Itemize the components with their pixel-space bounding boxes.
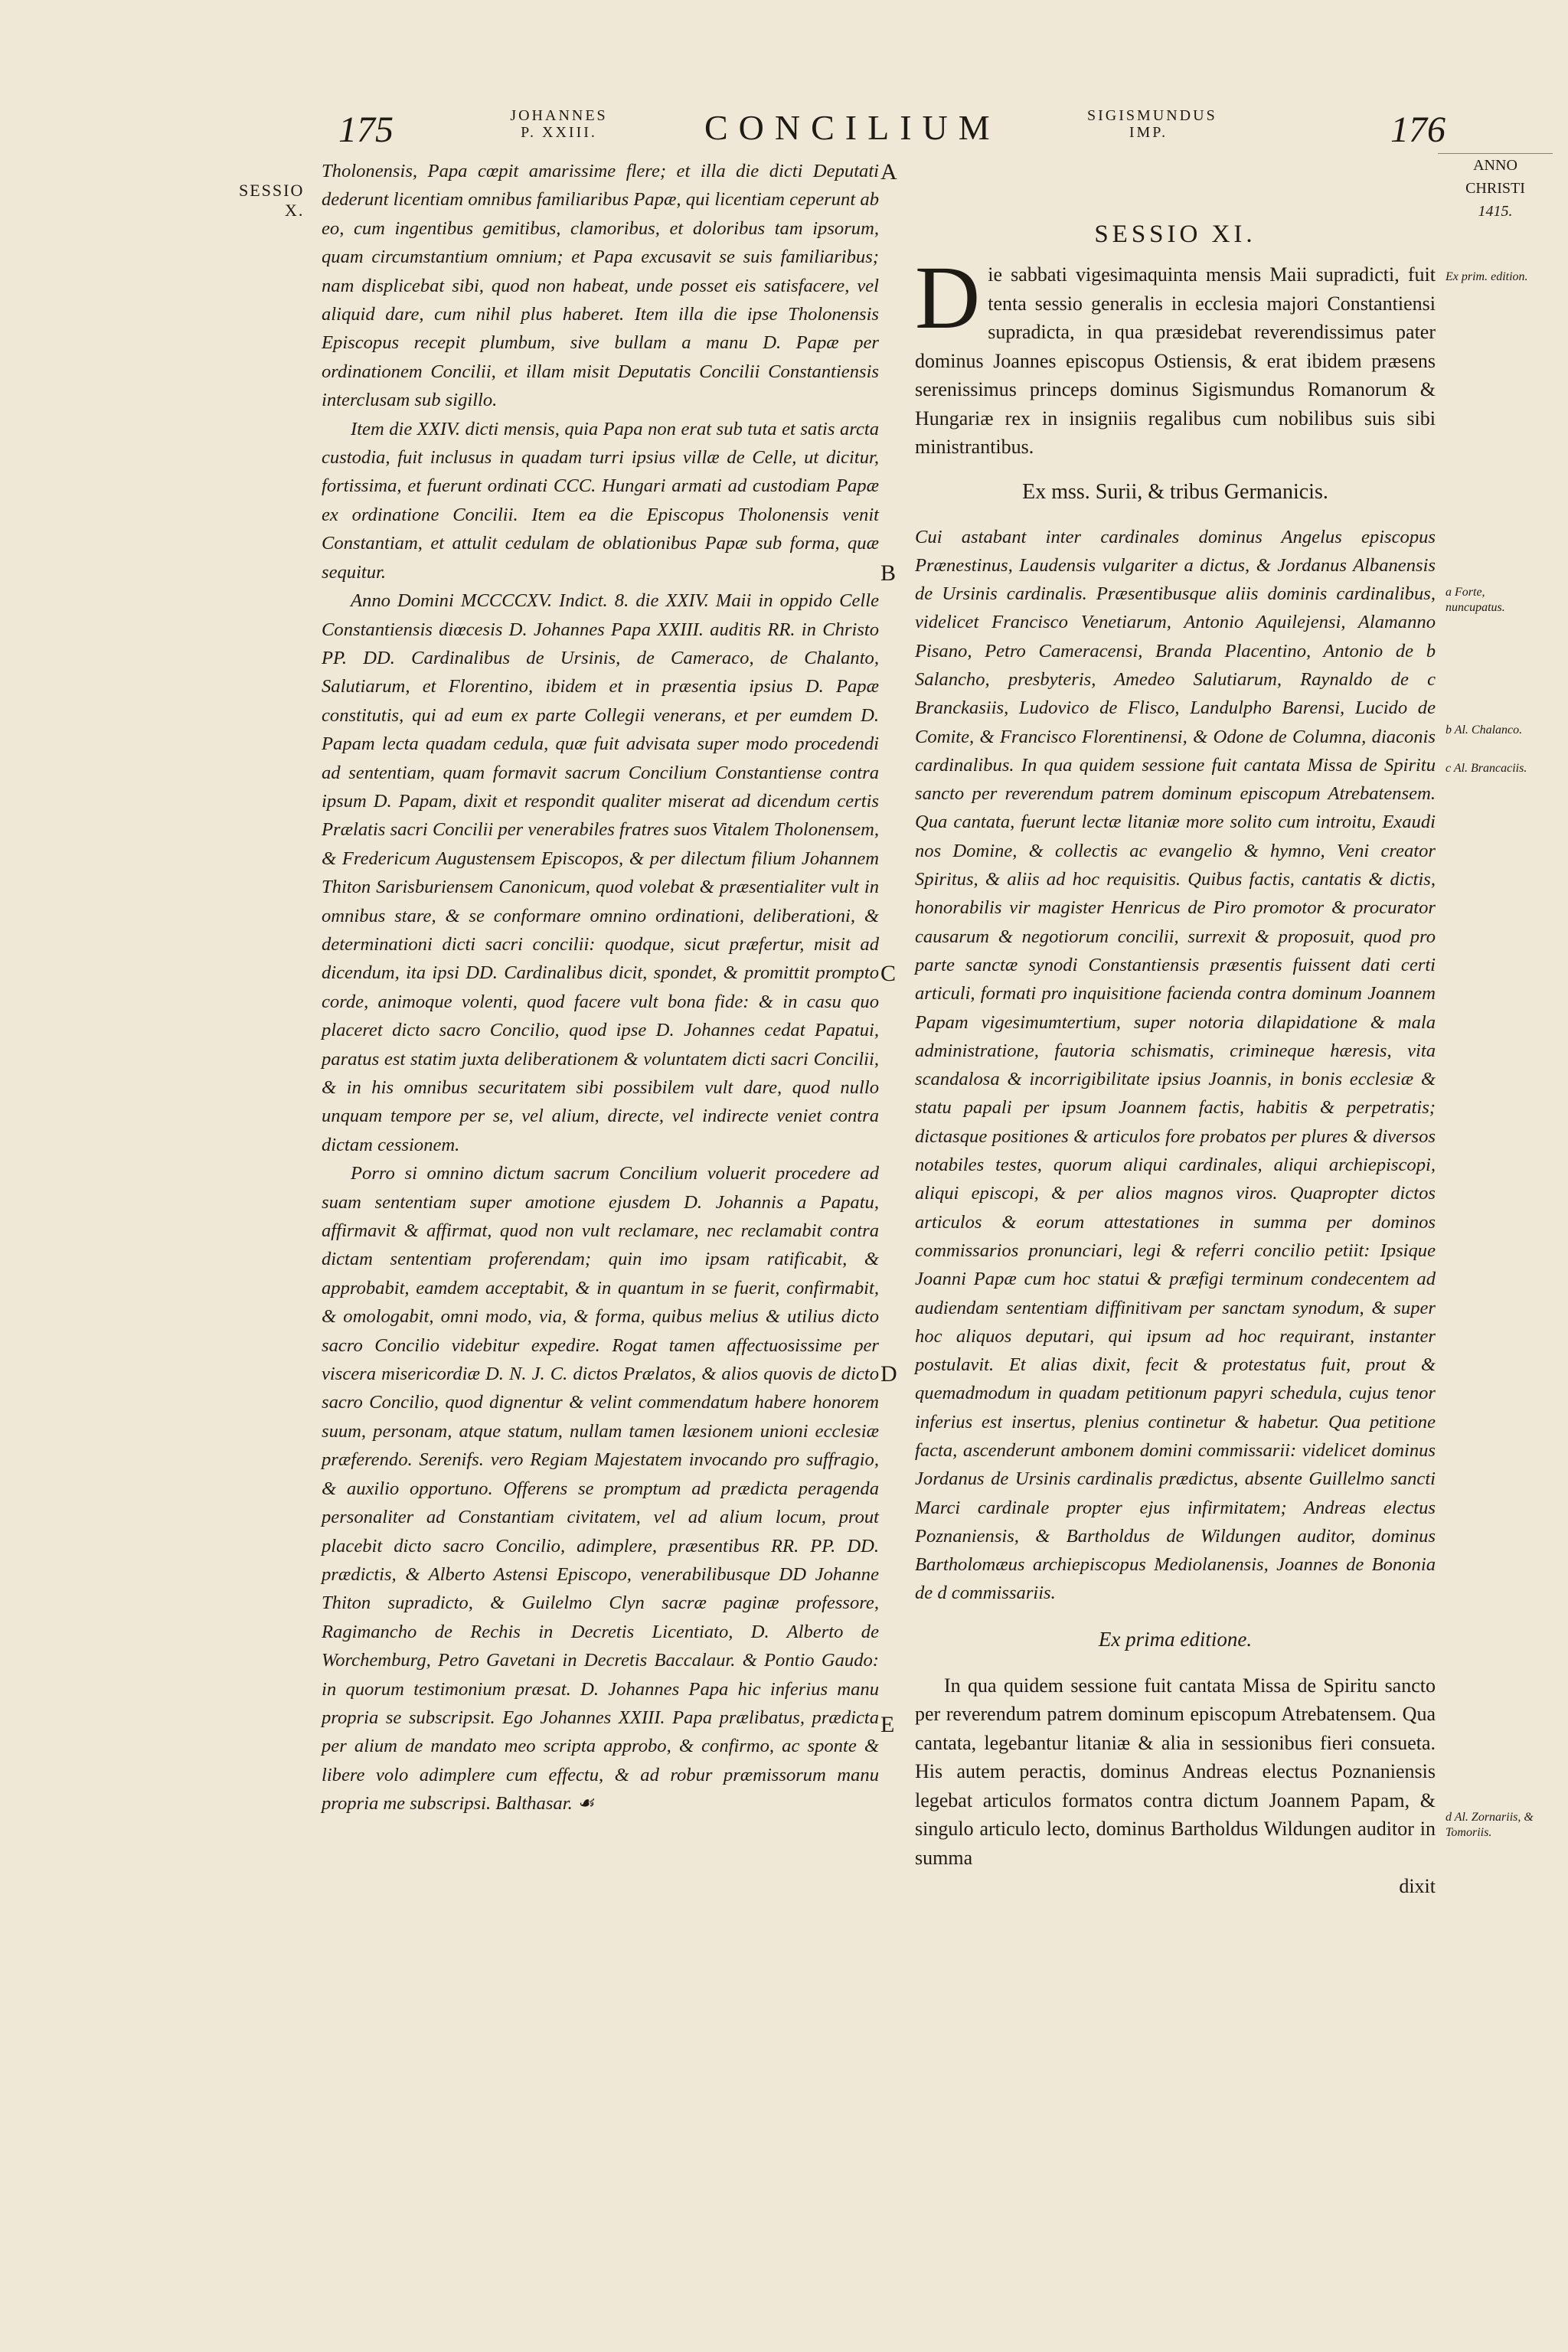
running-head-left <box>505 107 612 141</box>
source-heading-2: Ex prima editione. <box>1098 1627 1253 1651</box>
left-paragraph: Porro si omnino dictum sacrum Concilium voluerit procedere ad suam sententiam super amotione ejusdem D. Johannis a Papatu, affirmavit & affirmat, quod non vult reclamare, nec reclamabit contra dictam sententiam proferendam; quin imo ipsam ratificabit, & approbabit, eamdem acceptabit, & in quantum in se fuerit, confirmabit, & omologabit, omni modo, via, & forma, quibus melius & utilius dicto sacro Concilio videbitur expedire. Rogat tamen affectuosissime per viscera misericordiæ D. N. J. C. dictos Prælatos, & alios quovis de dicto sacro Concilio, quod dignentur & velint commendatum habere honorem suum, personam, atque statum, nullam tamen læsionem unioni ecclesiæ præferendo. Serenifs. vero Regiam Majestatem invocando pro suffragio, & auxilio opportuno. Offerens se promptum ad prædicta peragenda personaliter ad Constantiam civitatem, vel ad alium locum, prout placebit dicto sacro Concilio, adimplere, præsentibus RR. PP. DD. prædictis, & Alberto Astensi Episcopo, venerabilibusque DD Johanne Thiton supradicto, & Guilelmo Clyn sacræ paginæ professore, Ragimancho de Rechis in Decretis Licentiato, D. Alberto de Worchemburg, Petro Gavetani in Decretis Baccalaur. & Pontio Gaudo: in quorum testimonium præsat. D. Johannes Papa hic inferius manu propria se subscripsit. Ego Johannes XXIII. Papa prælibatus, prædicta per alium de mandato meo scripta approbo, & confirmo, ac sponte & libere volo adimplere cum effectu, & ad robur præmissorum manu propria me subscripsi. Balthasar. ☙ <box>322 1163 879 1815</box>
session-title: SESSIO XI. <box>1094 220 1256 248</box>
section-letter-c: C <box>880 961 897 986</box>
section-letter-a: A <box>880 159 897 185</box>
session-number: X. <box>285 201 305 220</box>
left-paragraph: Anno Domini MCCCCXV. Indict. 8. die XXIV. Maii in oppido Celle Constantiensis diœcesis D. Johannes Papa XXIII. auditis RR. in Christo PP. DD. Cardinalibus de Ursinis, de Cameraco, de Chalanto, Salutiarum, et Florentino, ibidem et in præsentia ipsius D. Papæ constitutis, qui ad eum ex parte Collegii venerans, et per eumdem D. Papam lecta quadam cedula, quæ fuit advisata super modo procedendi ad sententiam, quam formavit sacrum Concilium Constantiense contra ipsum D. Papam, dixit et respondit qualiter miserat ad dicendum certis Prælatis sacri Concilii per venerabiles fratres suos Vitalem Tholonensem, & Fredericum Augustensem Episcopos, & per dilectum filium Johannem Thiton Sarisburiensem Canonicum, quod volebat & præsentialiter vult in omnibus stare, & se conformare omnino ordinationi, deliberationi, & determinationi dicti sacri concilii: quodque, sicut præfertur, misit ad dicendum, ita ipsi DD. Cardinalibus dicit, spondet, & promittit prompto corde, animoque volenti, quod facere vult bona fide: & in casu quo placeret dicto sacro Concilio, quod ipse D. Johannes cedat Papatui, paratus est statim juxta deliberationem & voluntatem dicti sacri Concilii, & in his omnibus securitatem sibi possibilem vult dare, quod nullo unquam tempore per se, vel alium, directe, vel indirecte veniet contra dictam cessionem. <box>322 590 879 1155</box>
section-letter-d: D <box>880 1361 897 1387</box>
page-number-right: 176 <box>1390 109 1446 150</box>
session-intro-text: ie sabbati vigesimaquinta mensis Maii supradicti, fuit tenta sessio generalis in ecclesia majori Constantiensi supradicta, in qua præsidebat reverendissimus pater dominus Joannes episcopus Ostiensis, & erat ibidem præsens serenissimus princeps dominus Sigismundus Romanorum & Hungariæ rex in insigniis regalibus cum nobilibus suis sibi ministrantibus. <box>915 263 1436 458</box>
anno-line2: CHRISTI <box>1465 180 1525 197</box>
page-number-left: 175 <box>338 109 394 150</box>
section-letter-e: E <box>880 1712 895 1737</box>
margin-note: Ex prim. edition. <box>1446 270 1528 283</box>
running-head-left-line1: JOHANNES <box>510 107 608 124</box>
running-head-right <box>1087 107 1217 141</box>
margin-note: d Al. Zornariis, & Tomoriis. <box>1446 1811 1534 1839</box>
running-head-right-line2: IMP. <box>1129 124 1168 141</box>
right-column-text <box>915 247 1436 1901</box>
catchword: dixit <box>1399 1875 1436 1898</box>
session-intro <box>915 247 1436 462</box>
right-italic-paragraph: Cui astabant inter cardinales dominus Angelus episcopus Prænestinus, Laudensis vulgariter a dictus, & Jordanus Albanensis de Ursinis cardinalis. Præsentibusque aliis dominis cardinalibus, videlicet Francisco Venetiarum, Antonio Aquilejensi, Alamanno Pisano, Petro Cameracensi, Branda Placentino, Antonio de b Salancho, presbyteris, Amedeo Salutiarum, Raynaldo de c Branckasiis, Ludovico de Flisco, Landulpho Barensi, Lucido de Comite, & Francisco Florentinensi, & Odone de Columna, diaconis cardinalibus. In qua quidem sessione fuit cantata Missa de Spiritu sancto per reverendum patrem dominum episcopum Atrebatensem. Qua cantata, fuerunt lectæ litaniæ more solito cum introitu, Exaudi nos Domine, & collectis ac evangelio & hymno, Veni creator Spiritus, & aliis ad hoc requisitis. Quibus factis, cantatis & dictis, honorabilis vir magister Henricus de Piro promotor & procurator causarum & negotiorum concilii, surrexit & proposuit, quod pro parte sanctæ synodi Constantiensis præsentis fuissent dati certi articuli, formati pro inquisitione facienda contra dominum Joannem Papam vigesimumtertium, super notoria dilapidatione & mala administratione, fautoria schismatis, crimineque hæresis, vita scandalosa & incorrigibilitate ipsius Joannis, in bonis ecclesiæ & statu papali per ipsum Joannem factis, habitis & perpetratis; dictasque positiones & articulos fore probatos per plures & diversos notabiles testes, quorum aliqui cardinales, aliqui archiepiscopi, aliqui episcopi, & per alios magnos viros. Quapropter dictos articulos & eorum attestationes in summa per dominos commissarios pronunciari, legi & referri concilio petiit: Ipsique Joanni Papæ cum hoc statui & præfigi terminum condecentem ad audiendam sententiam diffinitivam per sanctam synodum, & super hoc aliquos deputari, qui ipsum ad hoc requirant, instanter postulavit. Et alias dixit, fecit & protestatus fuit, prout & quemadmodum in quadam petitionum papyri schedula, cujus tenor inferius est insertus, plenius continetur & habetur. Qua petitione facta, ascenderunt ambonem domini commissarii: videlicet dominus Jordanus de Ursinis cardinalis prædictus, absente Guillelmo sancti Marci cardinale propter ejus infirmitatem; Andreas electus Poznaniensis, & Bartholdus de Wildungen auditor, dominus Bartholomæus archiepiscopus Mediolanensis, Joannes de Bononia de d commissariis. <box>915 526 1436 1604</box>
margin-note: c Al. Brancaciis. <box>1446 762 1527 775</box>
source-heading: Ex mss. Surii, & tribus Germanicis. <box>1022 479 1328 504</box>
left-column-text <box>322 157 879 1818</box>
session-label: SESSIO <box>239 181 305 200</box>
anno-line1: ANNO <box>1473 157 1517 174</box>
margin-note: a Forte, nuncupatus. <box>1446 586 1505 614</box>
section-letter-b: B <box>880 560 897 586</box>
margin-note: b Al. Chalanco. <box>1446 724 1523 737</box>
running-head-left-line2: P. XXIII. <box>521 124 597 141</box>
right-final-paragraph: In qua quidem sessione fuit cantata Missa de Spiritu sancto per reverendum patrem dominum episcopum Atrebatensem. Qua cantata, legebantur litaniæ & alia in sessionibus fieri consueta. His autem peractis, dominus Andreas electus Poznaniensis legebat articulos formatos contra dictum Joannem Papam, & singulo articulo lecto, dominus Bartholdus Wildungen auditor in summa <box>915 1674 1436 1869</box>
left-paragraph: Item die XXIV. dicti mensis, quia Papa non erat sub tuta et satis arcta custodia, fuit inclusus in quadam turri ipsius villæ de Celle, ut dicitur, fortissima, et fuerunt ordinati CCC. Hungari armati ad custodiam Papæ ex ordinatione Concilii. Item ea die Episcopus Tholonensis venit Constantiam, et attulit cedulam de oblationibus Papæ sub forma, quæ sequitur. <box>322 418 879 583</box>
anno-christi-box <box>1438 153 1553 223</box>
left-paragraph: Tholonensis, Papa cœpit amarissime flere; et illa die dicti Deputati dederunt licentiam omnibus familiaribus Papæ, qui licentiam ceperunt ab eo, cum ingentibus gemitibus, clamoribus, et doloribus tam ipsorum, quam circumstantium omnium; et Papa excusavit se suis familiaribus; nam displicebat sibi, quod non habeat, unde posset eis satisfacere, vel aliquid dare, cum nihil plus haberet. Item illa die ipse Tholonensis Episcopus recepit plumbum, sive bullam a manu D. Papæ per ordinationem Concilii, et illam misit Deputatis Concilii Constantiensis interclusam sub sigillo. <box>322 161 879 411</box>
page-title: CONCILIUM <box>704 108 1001 147</box>
drop-cap: D <box>915 247 981 348</box>
session-margin-label <box>239 181 304 220</box>
running-head-right-line1: SIGISMUNDUS <box>1087 107 1217 124</box>
anno-year: 1415. <box>1478 203 1513 220</box>
